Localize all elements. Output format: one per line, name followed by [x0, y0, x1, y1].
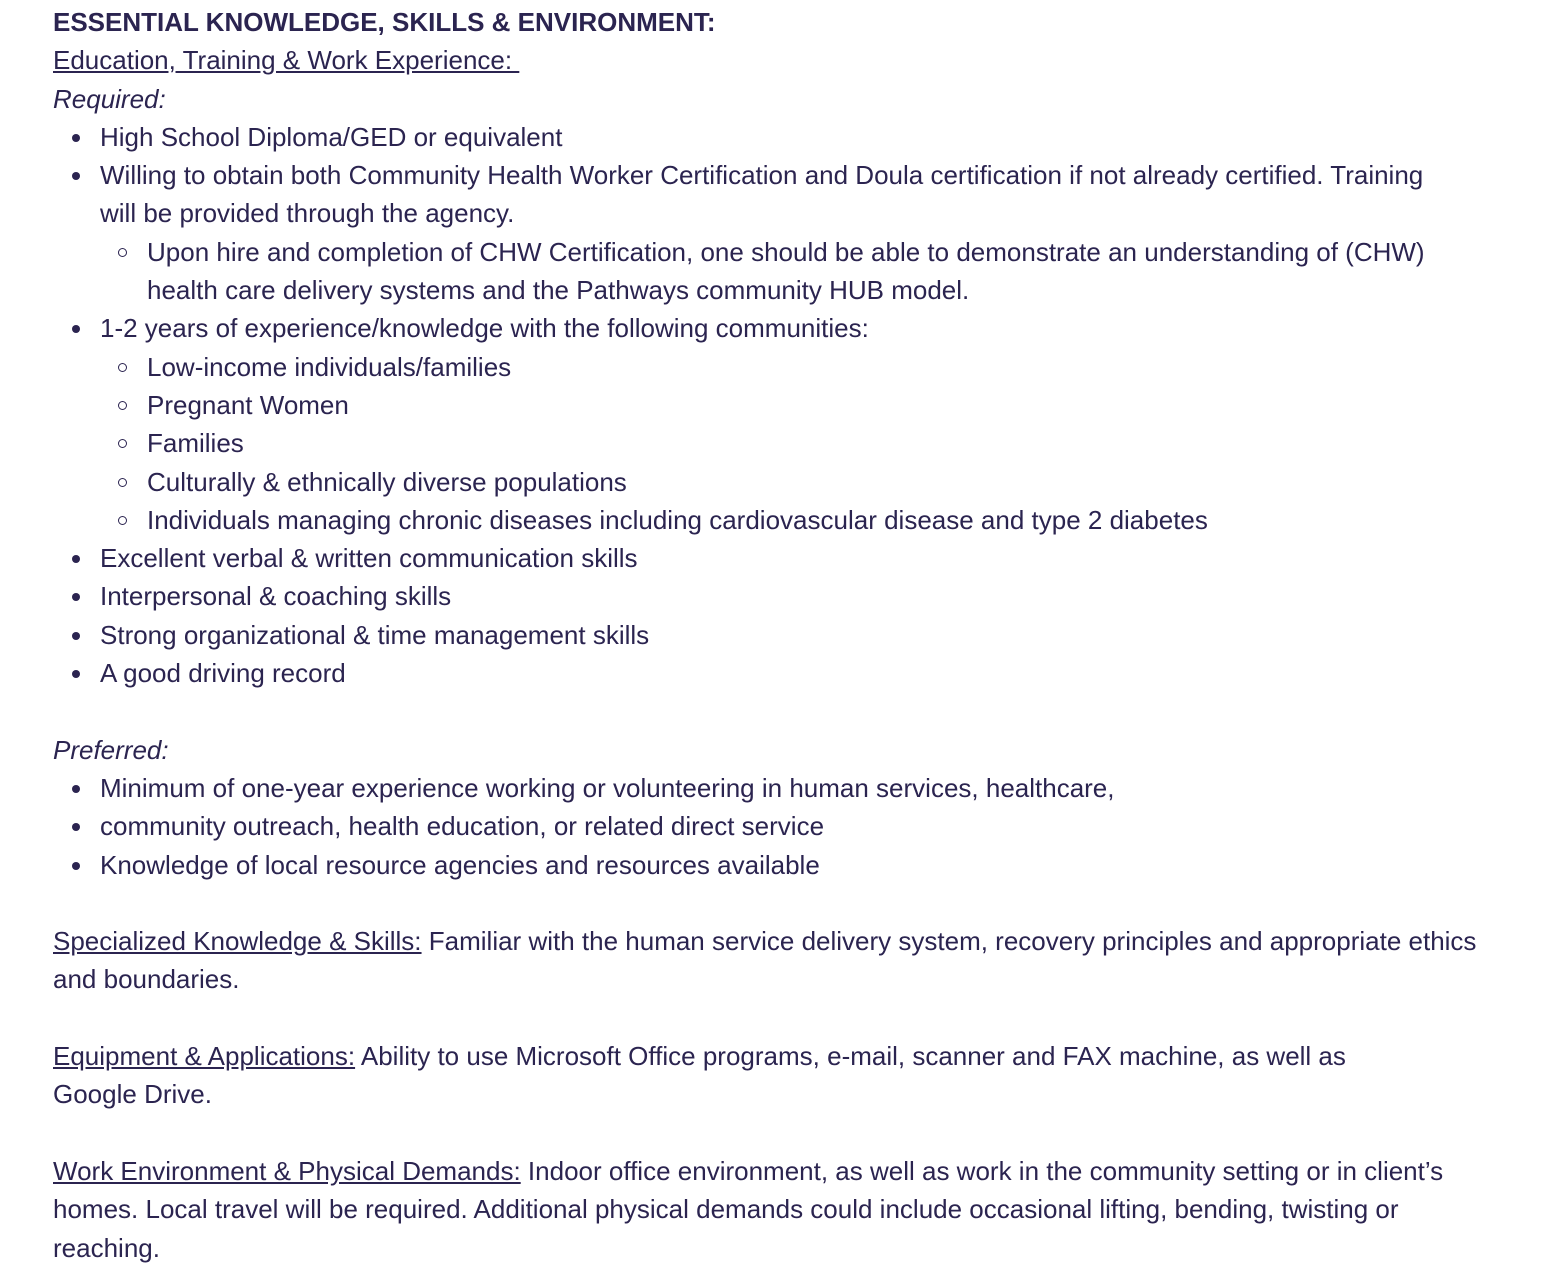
sub-list-item [100, 386, 1493, 424]
certification-sublist [100, 233, 1440, 310]
list-item [53, 807, 1493, 845]
list-item [53, 309, 1493, 539]
list-item-text: 1-2 years of experience/knowledge with the following communities: [100, 313, 869, 344]
sub-list-item-text: Pregnant Women [147, 389, 349, 420]
specialized-knowledge-paragraph [53, 922, 1478, 999]
spacer [53, 1114, 1493, 1152]
list-item [53, 577, 1493, 615]
sub-list-item [100, 463, 1493, 501]
list-item [53, 118, 1493, 156]
sub-list-item [100, 348, 1493, 386]
equipment-paragraph [53, 1037, 1433, 1114]
work-environment-text: Indoor office environment, as well as work in the community setting or in client’s homes. Local travel will be required. Additional physical demands could include occasional lifting, bending, twisting or reaching. [53, 1155, 1444, 1263]
list-item-text: Knowledge of local resource agencies and resources available [100, 849, 820, 880]
list-item [53, 156, 1440, 309]
spacer [53, 884, 1493, 922]
list-item [53, 616, 1493, 654]
sub-list-item-text: Upon hire and completion of CHW Certification, one should be able to demonstrate an understanding of (CHW) health care delivery systems and the Pathways community HUB model. [147, 236, 1425, 306]
equipment-text: Ability to use Microsoft Office programs, e-mail, scanner and FAX machine, as well as Google Drive. [53, 1041, 1346, 1110]
work-environment-paragraph [53, 1152, 1453, 1267]
list-item [53, 769, 1493, 807]
spacer [53, 692, 1493, 730]
list-item [53, 539, 1493, 577]
list-item-text: Strong organizational & time management skills [100, 619, 650, 650]
sub-list-item-text: Low-income individuals/families [147, 351, 512, 382]
sub-list-item [100, 233, 1437, 310]
required-list [53, 118, 1493, 692]
communities-sublist [100, 348, 1493, 539]
specialized-knowledge-text: Familiar with the human service delivery system, recovery principles and appropriate ethics and boundaries. [53, 926, 1477, 995]
sub-list-item-text: Culturally & ethnically diverse populations [147, 466, 627, 497]
spacer [53, 999, 1493, 1037]
list-item-text: High School Diploma/GED or equivalent [100, 121, 563, 152]
required-label: Required: [53, 83, 166, 114]
list-item-text: Minimum of one-year experience working or volunteering in human services, healthcare, [100, 772, 1115, 803]
equipment-label: Equipment & Applications: [53, 1041, 356, 1072]
work-environment-label: Work Environment & Physical Demands: [53, 1155, 521, 1186]
list-item-text: Interpersonal & coaching skills [100, 581, 452, 612]
sub-list-item-text: Individuals managing chronic diseases including cardiovascular disease and type 2 diabetes [147, 504, 1208, 535]
document-body [53, 3, 1493, 1267]
list-item-text: A good driving record [100, 658, 346, 689]
list-item [53, 654, 1493, 692]
education-subheading: Education, Training & Work Experience: [53, 45, 520, 76]
preferred-list [53, 769, 1493, 884]
list-item-text: Excellent verbal & written communication skills [100, 543, 638, 574]
sub-list-item [100, 501, 1493, 539]
preferred-label: Preferred: [53, 734, 169, 765]
list-item-text: Willing to obtain both Community Health Worker Certification and Doula certification if not already certified. Training will be provided through the agency. [100, 160, 1424, 229]
list-item-text: community outreach, health education, or related direct service [100, 811, 825, 842]
list-item [53, 846, 1493, 884]
specialized-knowledge-label: Specialized Knowledge & Skills: [53, 926, 422, 957]
sub-list-item-text: Families [147, 428, 244, 459]
section-heading: ESSENTIAL KNOWLEDGE, SKILLS & ENVIRONMENT: [53, 7, 716, 37]
sub-list-item [100, 424, 1493, 462]
